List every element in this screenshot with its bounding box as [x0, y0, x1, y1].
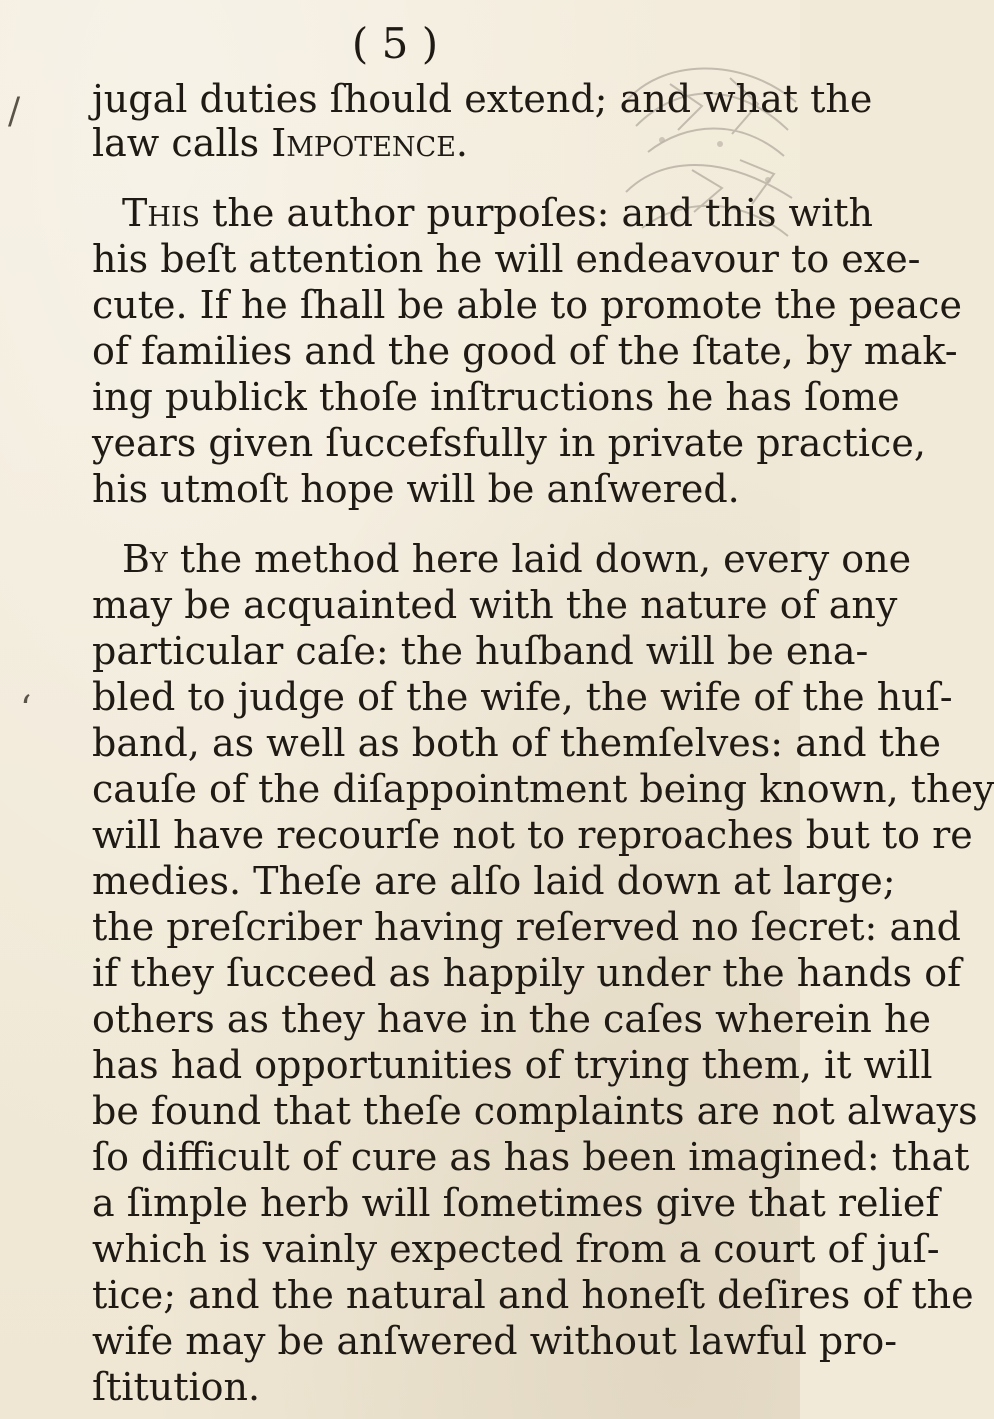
- text-line: [92, 1364, 260, 1410]
- text-line: [92, 1088, 978, 1134]
- line-text: medies. Theſe are alſo laid down at large;: [92, 859, 896, 903]
- small-caps-word: This: [122, 191, 201, 235]
- line-text: will have recourſe not to reproaches but to re: [92, 813, 973, 857]
- text-line: [92, 1226, 940, 1272]
- line-text: ſo difficult of cure as has been imagined: that: [92, 1135, 970, 1179]
- text-line: [92, 1180, 939, 1226]
- line-text: tice; and the natural and honeſt deſires of the: [92, 1273, 974, 1317]
- line-text: if they ſucceed as happily under the hands of: [92, 951, 962, 995]
- left-margin-mark-middle: ‘: [20, 689, 32, 730]
- line-text: the method here laid down, every one: [167, 537, 912, 581]
- line-text: has had opportunities of trying them, it will: [92, 1043, 933, 1087]
- text-line: [92, 582, 897, 628]
- text-line: [92, 1134, 969, 1180]
- line-text: be found that theſe complaints are not always: [92, 1089, 978, 1133]
- text-line: [92, 120, 468, 166]
- line-text: bled to judge of the wife, the wife of the huſ-: [92, 675, 953, 719]
- line-text: ing publick thoſe inſtructions he has ſome: [92, 375, 900, 419]
- text-line: [92, 720, 941, 766]
- text-line: [92, 466, 740, 512]
- line-text: which is vainly expected from a court of juſ-: [92, 1227, 940, 1271]
- line-text: a ſimple herb will ſometimes give that relief: [92, 1181, 940, 1225]
- page-number: ( 5 ): [351, 19, 439, 68]
- line-text: years given ſuccefsfully in private practice,: [92, 421, 926, 465]
- text-line: [122, 190, 873, 236]
- text-line: [92, 282, 962, 328]
- line-text: cute. If he ſhall be able to promote the peace: [92, 283, 962, 327]
- line-text: may be acquainted with the nature of any: [92, 583, 898, 627]
- text-line: [92, 950, 961, 996]
- text-line: [122, 536, 911, 582]
- line-text: his beſt attention he will endeavour to exe-: [92, 237, 921, 281]
- text-line: [92, 904, 961, 950]
- small-caps-word: By: [122, 537, 168, 581]
- line-text: of families and the good of the ſtate, by mak-: [92, 329, 958, 373]
- line-prefix: law calls: [92, 121, 272, 165]
- line-text: jugal duties ſhould extend; and what the: [92, 77, 873, 121]
- text-line: [92, 766, 994, 812]
- text-line: [92, 1272, 974, 1318]
- line-text: particular caſe: the huſband will be ena-: [92, 629, 869, 673]
- text-line: [92, 1318, 897, 1364]
- line-text: cauſe of the diſappointment being known, they: [92, 767, 994, 811]
- line-text: the author purpoſes: and this with: [200, 191, 873, 235]
- line-text: his utmoſt hope will be anſwered.: [92, 467, 740, 511]
- text-line: [92, 812, 973, 858]
- text-line: [92, 328, 958, 374]
- text-line: [92, 674, 953, 720]
- text-line: [92, 420, 926, 466]
- left-margin-mark-upper: /: [8, 91, 21, 132]
- line-text: band, as well as both of themſelves: and the: [92, 721, 941, 765]
- line-text: others as they have in the caſes wherein he: [92, 997, 931, 1041]
- small-caps-word: Impotence: [271, 121, 456, 165]
- line-suffix: .: [455, 121, 469, 165]
- text-line: [92, 374, 900, 420]
- line-text: ſtitution.: [92, 1365, 261, 1409]
- text-line: [92, 628, 868, 674]
- text-line: [92, 858, 896, 904]
- text-line: [92, 1042, 933, 1088]
- text-line: [92, 76, 872, 122]
- line-text: wife may be anſwered without lawful pro-: [92, 1319, 898, 1363]
- text-line: [92, 996, 931, 1042]
- text-line: [92, 236, 921, 282]
- line-text: the preſcriber having reſerved no ſecret: and: [92, 905, 961, 949]
